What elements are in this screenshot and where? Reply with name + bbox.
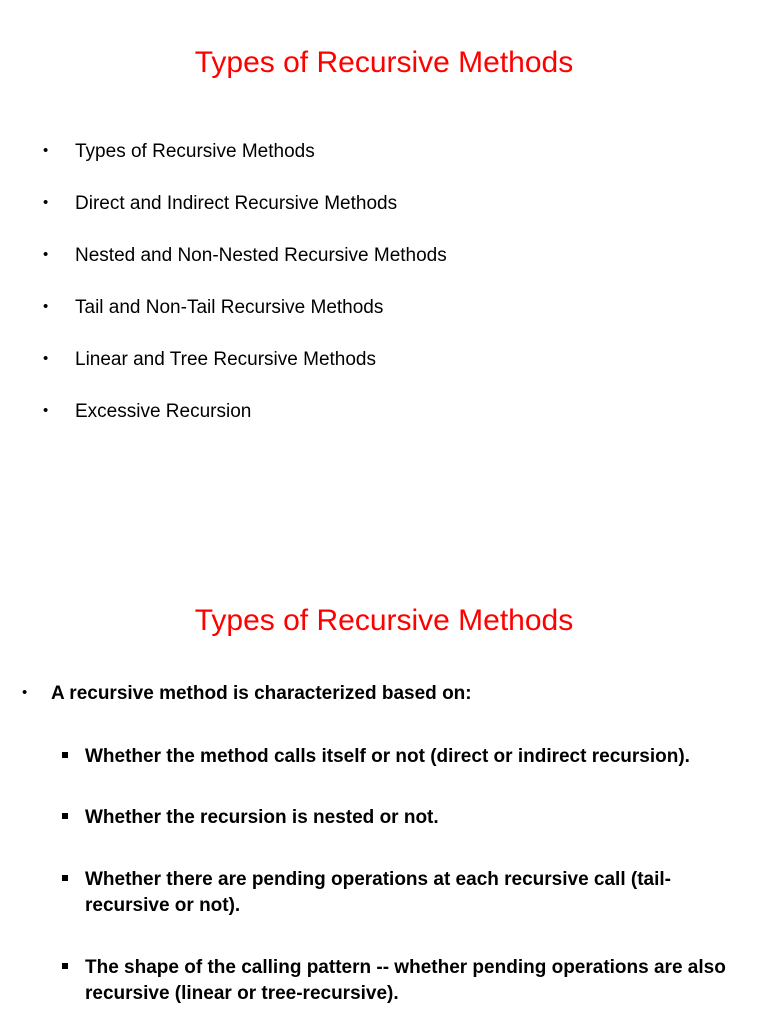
list-item [43, 140, 743, 192]
square-bullet-icon [62, 752, 68, 758]
list-item-text: Whether the method calls itself or not (direct or indirect recursion). [85, 746, 690, 767]
square-bullet-icon [62, 875, 68, 881]
main-point [22, 682, 742, 706]
slide-2-title: Types of Recursive Methods [194, 604, 574, 637]
list-item-text: Whether the recursion is nested or not. [85, 807, 439, 828]
list-item [60, 744, 730, 770]
list-item [43, 400, 743, 452]
slide-1-bullet-list [43, 140, 743, 452]
list-item [43, 192, 743, 244]
list-item-text: Excessive Recursion [75, 401, 252, 422]
bullet-icon: • [43, 142, 49, 159]
square-bullet-icon [62, 813, 68, 819]
bullet-icon: • [43, 194, 49, 211]
list-item-text: Direct and Indirect Recursive Methods [75, 193, 398, 214]
slide-2 [0, 560, 768, 1024]
bullet-icon: • [43, 350, 49, 367]
sub-point-list [60, 744, 730, 1007]
main-point-text: A recursive method is characterized based on: [51, 683, 472, 704]
square-bullet-icon [62, 963, 68, 969]
bullet-icon: • [43, 298, 49, 315]
list-item-text: Nested and Non-Nested Recursive Methods [75, 245, 447, 266]
list-item-text: Types of Recursive Methods [75, 141, 315, 162]
list-item [60, 805, 730, 831]
list-item [60, 955, 730, 1007]
bullet-icon: • [43, 402, 49, 419]
list-item [60, 867, 730, 919]
list-item-text: Whether there are pending operations at each recursive call (tail-recursive or not). [85, 869, 672, 916]
list-item-text: Linear and Tree Recursive Methods [75, 349, 376, 370]
list-item-text: Tail and Non-Tail Recursive Methods [75, 297, 384, 318]
slide-1-title: Types of Recursive Methods [194, 46, 574, 79]
list-item-text: The shape of the calling pattern -- whether pending operations are also recursive (linear or tree-recursive). [85, 957, 726, 1004]
bullet-icon: • [43, 246, 49, 263]
bullet-icon: • [22, 684, 28, 701]
list-item [43, 296, 743, 348]
list-item [43, 348, 743, 400]
list-item [43, 244, 743, 296]
